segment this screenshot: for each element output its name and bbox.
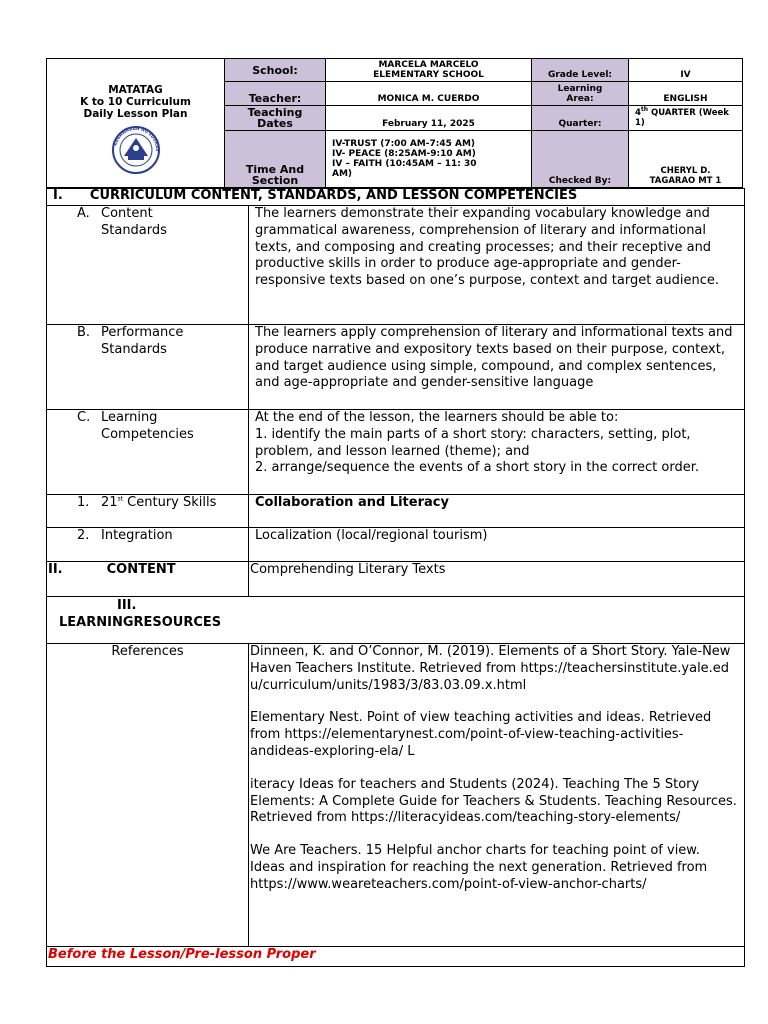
plan-title-line-2: K to 10 Curriculum: [80, 96, 191, 108]
checked-label: Checked By:: [532, 131, 629, 188]
grade-value: IV: [629, 59, 743, 82]
plan-title-cell: [47, 59, 225, 188]
plan-title-line-1: MATATAG: [108, 84, 163, 96]
before-lesson-heading: Before the Lesson/Pre-lesson Proper: [47, 947, 745, 967]
integration-value: Localization (local/regional tourism): [249, 528, 745, 562]
school-label: School:: [225, 59, 326, 82]
performance-standards-text: The learners apply comprehension of literary and informational texts and produce narrative and expository texts based on their purpose, context, and target audience using simple, compound, and complex sentences, and age-appropriate and gender-sensitive language: [249, 325, 745, 410]
grade-label: Grade Level:: [532, 59, 629, 82]
checked-value: CHERYL D. TAGARAO MT 1: [629, 131, 743, 188]
time-value: IV-TRUST (7:00 AM-7:45 AM) IV- PEACE (8:25AM-9:10 AM) IV – FAITH (10:45AM – 11: 30 AM): [326, 131, 532, 188]
deped-seal-icon: [97, 126, 175, 174]
reference-item: Elementary Nest. Point of view teaching activities and ideas. Retrieved from https://elementarynest.com/point-of-view-teaching-activities-andideas-exploring-ela/ L: [250, 710, 712, 759]
century-skills-value: Collaboration and Literacy: [249, 495, 745, 528]
century-skills-label: 1. 21st Century Skills: [47, 495, 249, 528]
reference-item: We Are Teachers. 15 Helpful anchor charts for teaching point of view. Ideas and inspiration for reaching the next generation. Retrieved from https://www.weareteachers.com/point-of-view-anchor-charts/: [250, 843, 708, 892]
teacher-label: Teacher:: [225, 82, 326, 106]
section-2-label: II. CONTENT: [47, 562, 249, 597]
learning-competencies-label: C. Learning Competencies: [47, 410, 249, 495]
school-value: MARCELA MARCELO ELEMENTARY SCHOOL: [326, 59, 532, 82]
area-value: ENGLISH: [629, 82, 743, 106]
dates-value: February 11, 2025: [326, 106, 532, 131]
area-label: Learning Area:: [532, 82, 629, 106]
competencies-intro: At the end of the lesson, the learners should be able to:: [255, 410, 619, 425]
competency-item: 1. identify the main parts of a short story: characters, setting, plot, problem, and lesson learned (theme); and: [255, 426, 691, 459]
content-standards-label: A. Content Standards: [47, 206, 249, 325]
time-label: Time And Section: [225, 131, 326, 188]
section-3-title: III. LEARNINGRESOURCES: [47, 597, 745, 644]
performance-standards-label: B. Performance Standards: [47, 325, 249, 410]
lesson-body-table: [46, 188, 745, 967]
references-list: [249, 644, 745, 947]
dates-label: Teaching Dates: [225, 106, 326, 131]
content-standards-text: The learners demonstrate their expanding vocabulary knowledge and grammatical awareness, comprehension of literary and informational texts, and composing and creating processes; and their receptive and productive skills in order to produce age-appropriate and gender-responsive texts based on one’s purpose, context and target audience.: [249, 206, 745, 325]
header-table: [46, 58, 743, 188]
teacher-value: MONICA M. CUERDO: [326, 82, 532, 106]
svg-text:KAGAWARAN NG EDUKASYON: KAGAWARAN NG EDUKAS: [111, 126, 160, 152]
section-1-title: I. CURRICULUM CONTENT, STANDARDS, AND LESSON COMPETENCIES: [47, 189, 745, 206]
learning-competencies-text: [249, 410, 745, 495]
quarter-label: Quarter:: [532, 106, 629, 131]
quarter-value: 4th QUARTER (Week 1): [629, 106, 743, 131]
competency-item: 2. arrange/sequence the events of a short story in the correct order.: [255, 460, 699, 476]
references-label: References: [47, 644, 249, 947]
section-2-value: Comprehending Literary Texts: [249, 562, 745, 597]
integration-label: 2. Integration: [47, 528, 249, 562]
plan-title-line-3: Daily Lesson Plan: [83, 108, 188, 120]
reference-item: Dinneen, K. and O’Connor, M. (2019). Elements of a Short Story. Yale-New Haven Teachers Institute. Retrieved from https://teachersinstitute.yale.edu/curriculum/units/1983/3/83.03.09.x.html: [250, 644, 731, 693]
reference-item: iteracy Ideas for teachers and Students (2024). Teaching The 5 Story Elements: A Complete Guide for Teachers & Students. Teaching Resources. Retrieved from https://literacyideas.com/teaching-story-elements/: [250, 776, 737, 826]
